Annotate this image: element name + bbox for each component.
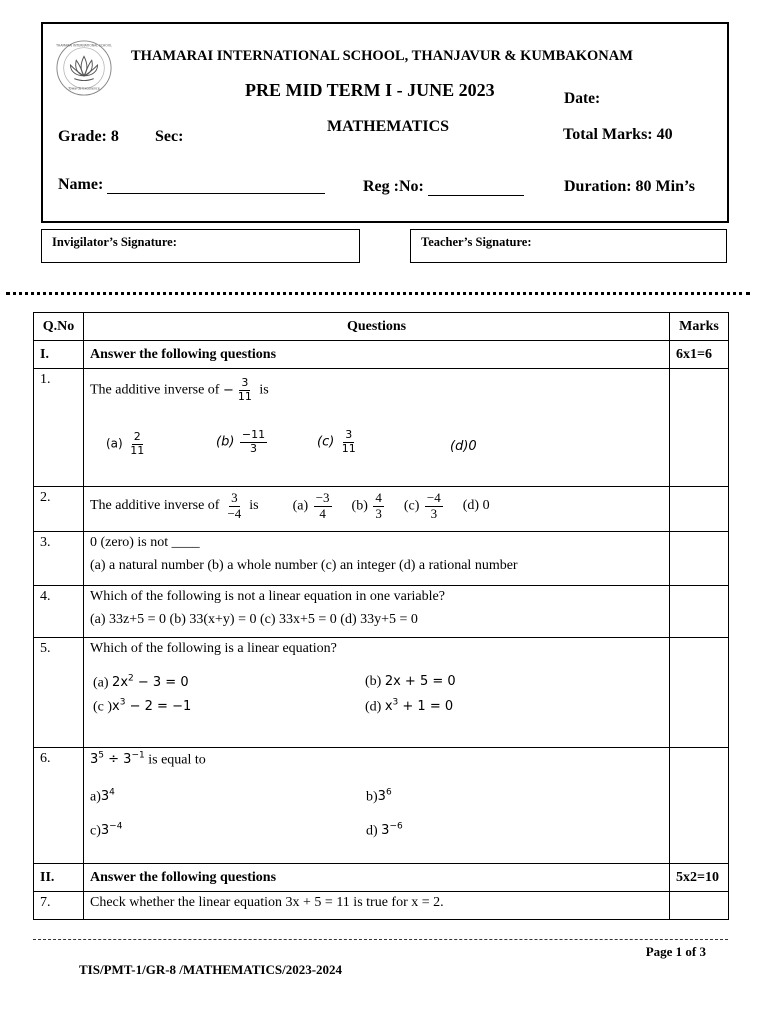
date-label: Date: bbox=[564, 90, 601, 107]
option-c[interactable]: (c) $\frac{3}{11}$ bbox=[317, 428, 356, 455]
table-row bbox=[34, 532, 729, 586]
option-a[interactable]: $a)3^4$ bbox=[90, 788, 115, 805]
document-code: TIS/PMT-1/GR-8 /MATHEMATICS/2023-2024 bbox=[79, 962, 343, 977]
total-marks: Total Marks: 40 bbox=[563, 126, 673, 143]
marks-cell bbox=[670, 748, 729, 864]
option-d[interactable]: (d) $x^3 + 1 = 0$ bbox=[365, 698, 454, 715]
table-row bbox=[34, 638, 729, 748]
name-label: Name: bbox=[58, 176, 104, 193]
reg-no-field[interactable] bbox=[363, 178, 524, 196]
teacher-signature-box[interactable]: Teacher’s Signature: bbox=[410, 229, 727, 263]
option-c[interactable]: $c)3^{-4}$ bbox=[90, 822, 123, 839]
question-options[interactable]: (a) a natural number (b) a whole number (c) an integer (d) a rational number bbox=[90, 558, 518, 573]
school-name: THAMARAI INTERNATIONAL SCHOOL, THANJAVUR & KUMBAKONAM bbox=[131, 48, 633, 64]
grade-label: Grade: 8 bbox=[58, 128, 119, 145]
question-cell bbox=[84, 748, 670, 864]
exam-title: PRE MID TERM I - JUNE 2023 bbox=[245, 80, 495, 100]
question-text: Check whether the linear equation 3x + 5 = 11 is true for x = 2. bbox=[84, 892, 670, 920]
page-number: Page 1 of 3 bbox=[645, 944, 706, 959]
logo-motto-text: Towards Excellence bbox=[68, 86, 100, 91]
header-questions: Questions bbox=[84, 313, 670, 341]
question-text: Which of the following is a linear equation? bbox=[90, 641, 337, 656]
option-b[interactable]: $b)3^6$ bbox=[366, 788, 392, 805]
logo-arc-text: THAMARAI INTERNATIONAL SCHOOL bbox=[56, 43, 112, 48]
marks-cell bbox=[670, 586, 729, 638]
exam-header bbox=[41, 22, 729, 223]
table-row bbox=[34, 586, 729, 638]
option-b[interactable]: (b) $\frac{4}{3}$ bbox=[351, 490, 382, 521]
option-a[interactable]: (a) $\frac{-3}{4}$ bbox=[292, 490, 330, 521]
marks-cell bbox=[670, 369, 729, 487]
option-b[interactable]: (b) 2x + 5 = 0 bbox=[365, 674, 456, 689]
reg-no-label: Reg :No: bbox=[363, 178, 424, 195]
section-title: Answer the following questions bbox=[84, 341, 670, 369]
footer-divider bbox=[33, 939, 728, 940]
question-number: 3. bbox=[34, 532, 84, 586]
header-qno: Q.No bbox=[34, 313, 84, 341]
subject-title: MATHEMATICS bbox=[327, 118, 450, 135]
duration-label: Duration: 80 Min’s bbox=[564, 178, 695, 195]
option-c[interactable]: (c )$x^3 - 2 = -1$ bbox=[93, 698, 192, 715]
question-number: 6. bbox=[34, 748, 84, 864]
option-a[interactable]: (a) $2x^2 - 3 = 0$ bbox=[93, 674, 189, 691]
question-text: 0 (zero) is not ____ bbox=[90, 535, 200, 550]
question-text: Which of the following is not a linear equation in one variable? bbox=[90, 589, 445, 604]
question-cell bbox=[84, 586, 670, 638]
section-marks: 6x1=6 bbox=[670, 341, 729, 369]
school-logo-icon bbox=[55, 39, 113, 97]
question-cell bbox=[84, 638, 670, 748]
table-row bbox=[34, 369, 729, 487]
reg-no-blank[interactable] bbox=[428, 182, 524, 196]
option-d[interactable]: (d) 0 bbox=[462, 498, 490, 514]
table-row bbox=[34, 748, 729, 864]
question-text: The additive inverse of $\frac{3}{-4}$ is (a) $\frac{-3}{4}$ (b) $\frac{4}{3}$ (c) $\frac{-4}{3}$ (d) 0 bbox=[90, 490, 490, 521]
question-number: 5. bbox=[34, 638, 84, 748]
name-blank[interactable] bbox=[107, 180, 325, 194]
marks-cell bbox=[670, 487, 729, 532]
option-d[interactable]: (d)0 bbox=[450, 439, 477, 454]
header-marks: Marks bbox=[670, 313, 729, 341]
name-field[interactable] bbox=[58, 176, 325, 194]
section-row bbox=[34, 864, 729, 892]
option-d[interactable]: d) $3^{-6}$ bbox=[366, 822, 403, 839]
question-number: 7. bbox=[34, 892, 84, 920]
question-number: 1. bbox=[34, 369, 84, 487]
question-number: 4. bbox=[34, 586, 84, 638]
question-cell bbox=[84, 532, 670, 586]
option-c[interactable]: (c) $\frac{-4}{3}$ bbox=[403, 490, 441, 521]
marks-cell bbox=[670, 532, 729, 586]
question-number: 2. bbox=[34, 487, 84, 532]
section-label: Sec: bbox=[155, 128, 184, 145]
table-header-row bbox=[34, 313, 729, 341]
table-row bbox=[34, 487, 729, 532]
marks-cell bbox=[670, 638, 729, 748]
section-number: II. bbox=[34, 864, 84, 892]
question-cell bbox=[84, 369, 670, 487]
option-b[interactable]: (b) $\frac{-11}{3}$ bbox=[216, 428, 266, 455]
question-text: The additive inverse of − $\frac{3}{11}$ is bbox=[90, 376, 269, 403]
question-table bbox=[33, 312, 729, 920]
cut-line-divider bbox=[6, 292, 750, 295]
invigilator-signature-box[interactable]: Invigilator’s Signature: bbox=[41, 229, 360, 263]
section-title: Answer the following questions bbox=[84, 864, 670, 892]
section-marks: 5x2=10 bbox=[670, 864, 729, 892]
option-a[interactable]: (a) $\frac{2}{11}$ bbox=[106, 430, 145, 457]
section-number: I. bbox=[34, 341, 84, 369]
table-row bbox=[34, 892, 729, 920]
question-cell bbox=[84, 487, 670, 532]
question-options[interactable]: (a) 33z+5 = 0 (b) 33(x+y) = 0 (c) 33x+5 = 0 (d) 33y+5 = 0 bbox=[90, 612, 418, 627]
section-row bbox=[34, 341, 729, 369]
inline-fraction: − $\frac{3}{11}$ bbox=[222, 376, 252, 403]
marks-cell bbox=[670, 892, 729, 920]
question-text: $3^5 \div 3^{-1}$ is equal to bbox=[90, 751, 206, 768]
